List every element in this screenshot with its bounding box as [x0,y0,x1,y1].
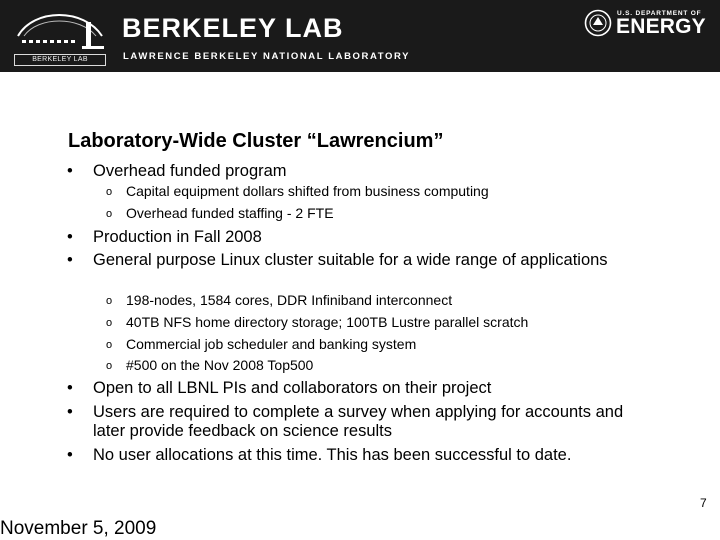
sub-bullet-item [106,357,626,374]
sub-bullet-marker: o [106,339,113,351]
sub-bullet-marker: o [106,360,113,372]
footer-date: November 5, 2009 [0,518,157,539]
bullet-text: Production in Fall 2008 [93,228,262,246]
bullet-marker: • [67,162,73,180]
sub-bullet-marker: o [106,295,113,307]
doe-energy: ENERGY [616,15,706,38]
bullet-marker: • [67,251,73,269]
sub-bullet-item [106,314,626,331]
bullet-item [67,251,653,270]
bullet-marker: • [67,403,73,421]
sub-bullet-text: Commercial job scheduler and banking system [126,336,417,352]
sub-bullet-marker: o [106,317,113,329]
bullet-item [67,162,653,181]
logo-tag: BERKELEY LAB [14,54,106,66]
lab-name: BERKELEY LAB [122,13,344,43]
bullet-item [67,403,653,441]
sub-bullet-text: 198-nodes, 1584 cores, DDR Infiniband interconnect [126,292,453,308]
bullet-marker: • [67,446,73,464]
sub-bullet-text: Capital equipment dollars shifted from business computing [126,183,489,199]
page-number: 7 [700,496,707,510]
bullet-item [67,446,653,465]
sub-bullet-item [106,292,626,309]
bullet-text: Overhead funded program [93,162,287,180]
slide-title: Laboratory-Wide Cluster “Lawrencium” [68,130,444,152]
sub-bullet-marker: o [106,208,113,220]
bullet-item [67,228,653,247]
doe-department: U.S. DEPARTMENT OF [617,10,702,17]
sub-bullet-item [106,205,626,222]
bullet-text: General purpose Linux cluster suitable for a wide range of applications [93,251,608,269]
sub-bullet-text: Overhead funded staffing - 2 FTE [126,205,334,221]
bullet-marker: • [67,379,73,397]
sub-bullet-text: 40TB NFS home directory storage; 100TB Lustre parallel scratch [126,314,529,330]
bullet-text: Open to all LBNL PIs and collaborators on their project [93,379,492,397]
bullet-text: Users are required to complete a survey when applying for accounts and later provide feedback on science results [93,403,624,440]
sub-bullet-item [106,336,626,353]
bullet-marker: • [67,228,73,246]
sub-bullet-item [106,183,626,200]
lab-subtitle: LAWRENCE BERKELEY NATIONAL LABORATORY [123,51,411,62]
bullet-text: No user allocations at this time. This has been successful to date. [93,446,572,464]
sub-bullet-text: #500 on the Nov 2008 Top500 [126,357,314,373]
bullet-item [67,379,653,398]
sub-bullet-marker: o [106,186,113,198]
